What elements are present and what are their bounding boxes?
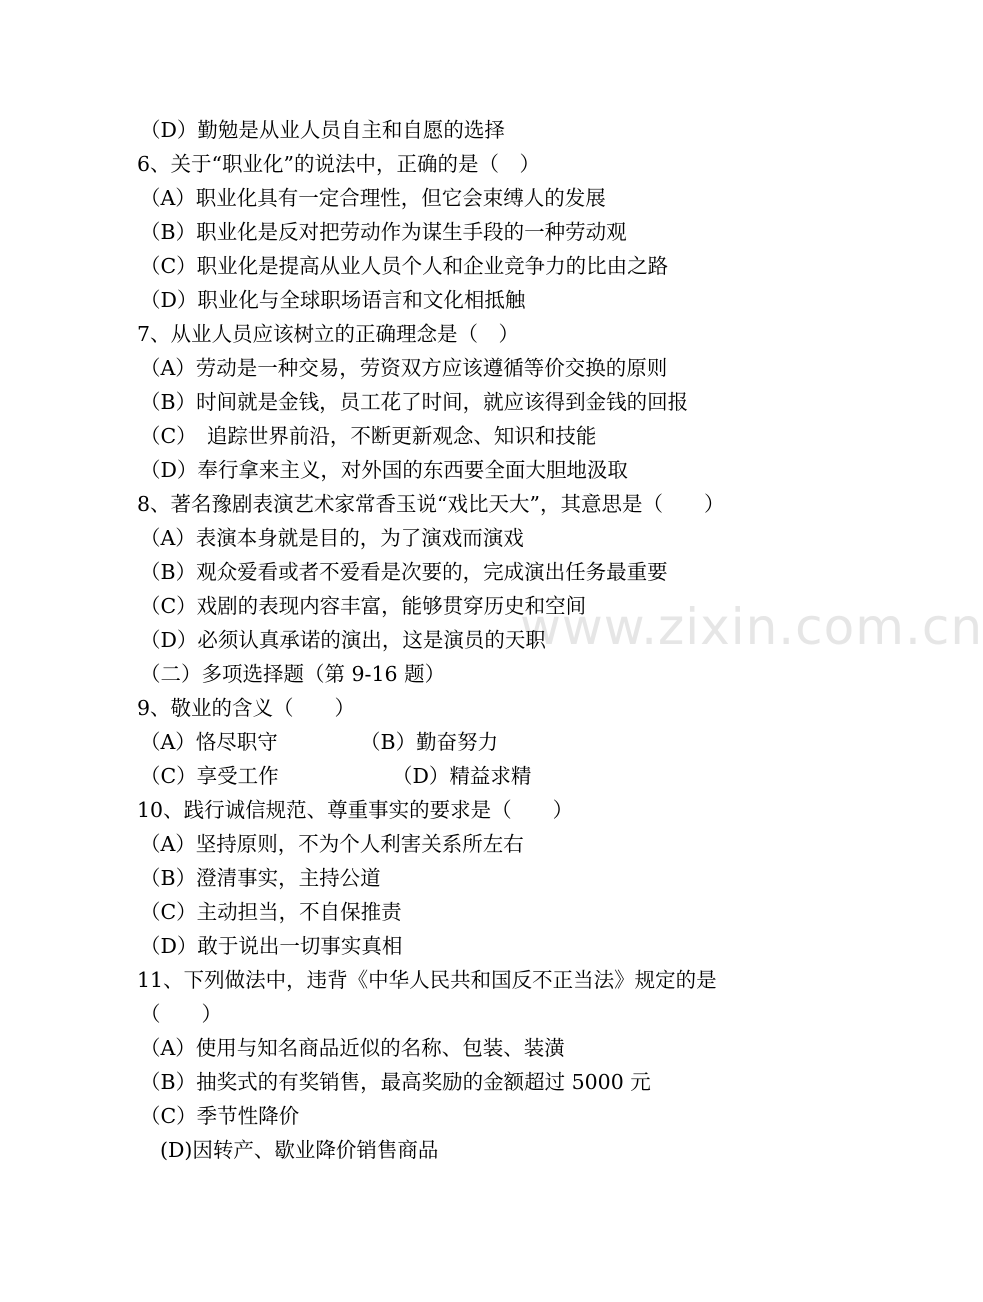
option-6c: （C）职业化是提高从业人员个人和企业竞争力的比由之路 <box>140 254 669 278</box>
option-7d: （D）奉行拿来主义，对外国的东西要全面大胆地汲取 <box>140 458 628 482</box>
option-11b: （B）抽奖式的有奖销售，最高奖励的金额超过 5000 元 <box>140 1070 651 1094</box>
options-9-row1 <box>0 725 920 759</box>
option-8d: （D）必须认真承诺的演出，这是演员的天职 <box>140 628 546 652</box>
option-10a: （A）坚持原则，不为个人利害关系所左右 <box>140 832 524 856</box>
option-10b: （B）澄清事实，主持公道 <box>140 866 381 890</box>
option-9d: （D）精益求精 <box>392 764 532 788</box>
option-9a: （A）恪尽职守 <box>140 730 278 754</box>
option-6b: （B）职业化是反对把劳动作为谋生手段的一种劳动观 <box>140 220 627 244</box>
question-9: 9、敬业的含义（ ） <box>137 696 356 720</box>
question-8: 8、著名豫剧表演艺术家常香玉说“戏比天大”，其意思是（ ） <box>137 492 725 516</box>
question-content <box>0 113 920 1167</box>
question-11-blank: （ ） <box>140 1002 222 1026</box>
option-8a: （A）表演本身就是目的，为了演戏而演戏 <box>140 526 524 550</box>
section-heading-multiple-choice: （二）多项选择题（第 9-16 题） <box>140 662 446 686</box>
option-6a: （A）职业化具有一定合理性，但它会束缚人的发展 <box>140 186 606 210</box>
watermark: www.zixin.com.cn <box>520 598 983 656</box>
question-7: 7、从业人员应该树立的正确理念是（ ） <box>137 322 520 346</box>
question-10: 10、践行诚信规范、尊重事实的要求是（ ） <box>137 798 574 822</box>
option-8c: （C）戏剧的表现内容丰富，能够贯穿历史和空间 <box>140 594 587 618</box>
options-9-row2 <box>0 759 920 793</box>
option-11c: （C）季节性降价 <box>140 1104 300 1128</box>
option-10d: （D）敢于说出一切事实真相 <box>140 934 403 958</box>
option-9b: （B）勤奋努力 <box>360 730 499 754</box>
option-11d: (D)因转产、歇业降价销售商品 <box>160 1138 439 1162</box>
option-10c: （C）主动担当，不自保推责 <box>140 900 402 924</box>
option-6d-prev: （D）勤勉是从业人员自主和自愿的选择 <box>140 118 505 142</box>
option-7a: （A）劳动是一种交易，劳资双方应该遵循等价交换的原则 <box>140 356 668 380</box>
option-9c: （C）享受工作 <box>140 764 279 788</box>
option-7c: （C） 追踪世界前沿，不断更新观念、知识和技能 <box>140 424 597 448</box>
option-8b: （B）观众爱看或者不爱看是次要的，完成演出任务最重要 <box>140 560 668 584</box>
question-11: 11、下列做法中，违背《中华人民共和国反不正当法》规定的是 <box>137 968 717 992</box>
option-7b: （B）时间就是金钱，员工花了时间，就应该得到金钱的回报 <box>140 390 689 414</box>
option-6d: （D）职业化与全球职场语言和文化相抵触 <box>140 288 526 312</box>
question-6: 6、关于“职业化”的说法中，正确的是（ ） <box>137 152 541 176</box>
option-11a: （A）使用与知名商品近似的名称、包装、装潢 <box>140 1036 565 1060</box>
